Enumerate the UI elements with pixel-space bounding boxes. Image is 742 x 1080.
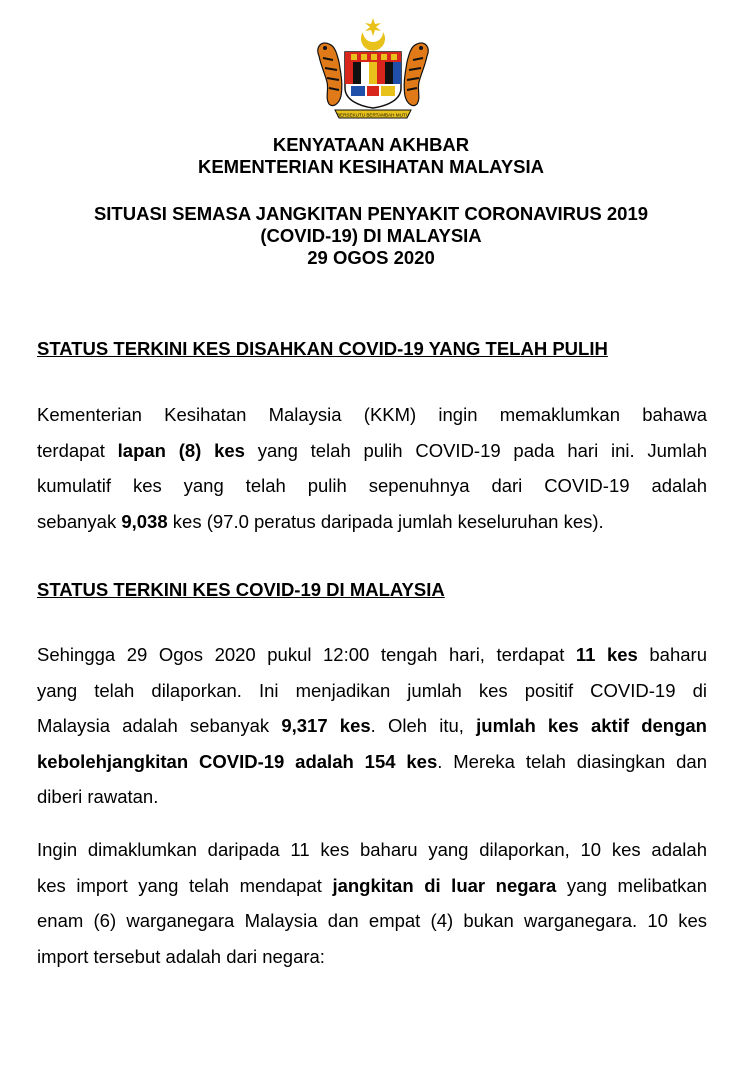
recovered-section-heading: STATUS TERKINI KES DISAHKAN COVID-19 YANG TELAH PULIH [37,338,608,359]
paragraph-line: terdapat lapan (8) kes yang telah pulih COVID-19 pada hari ini. Jumlah [37,439,708,461]
release-title [0,203,742,269]
paragraph-line: kes import yang telah mendapat jangkitan di luar negara yang melibatkan [37,874,707,896]
release-type: KENYATAAN AKHBAR [272,134,470,155]
new-cases-count: 11 kes [575,644,638,665]
paragraph-line: sebanyak 9,038 kes (97.0 peratus daripada jumlah keseluruhan kes). [37,510,604,532]
malaysia-coat-of-arms-logo [311,18,435,126]
paragraph-line: kumulatif kes yang telah pulih sepenuhnya dari COVID-19 adalah [37,475,707,496]
active-cases-statement: kebolehjangkitan COVID-19 adalah 154 kes [37,750,438,772]
recovered-paragraph [37,397,707,539]
status-paragraph-1 [37,637,707,815]
paragraph-line: import tersebut adalah dari negara: [37,945,325,967]
imported-infection-phrase: jangkitan di luar negara [332,874,557,896]
paragraph-line: Malaysia adalah sebanyak 9,317 kes. Oleh itu, jumlah kes aktif dengan [37,715,707,736]
paragraph-line: Kementerian Kesihatan Malaysia (KKM) ingin memaklumkan bahawa [37,404,707,425]
paragraph-line: Ingin dimaklumkan daripada 11 kes baharu yang dilaporkan, 10 kes adalah [37,839,707,860]
ministry-name: KEMENTERIAN KESIHATAN MALAYSIA [197,156,545,177]
status-paragraph-2 [37,832,707,974]
release-header [0,134,742,178]
status-section-heading: STATUS TERKINI KES COVID-19 DI MALAYSIA [37,579,445,600]
recovered-cumulative-count: 9,038 [121,510,168,532]
paragraph-line: enam (6) warganegara Malaysia dan empat (4) bukan warganegara. 10 kes [37,910,707,931]
crest-motto: BERSEKUTU BERTAMBAH MUTU [336,112,410,118]
title-line-1: SITUASI SEMASA JANGKITAN PENYAKIT CORONAVIRUS 2019 [93,203,649,224]
release-date: 29 OGOS 2020 [307,247,435,268]
recovered-today-count: lapan (8) kes [117,439,245,461]
paragraph-line: yang telah dilaporkan. Ini menjadikan jumlah kes positif COVID-19 di [37,679,707,701]
paragraph-line: Sehingga 29 Ogos 2020 pukul 12:00 tengah hari, terdapat 11 kes baharu [37,644,707,665]
paragraph-line: diberi rawatan. [37,786,159,807]
paragraph-line: kebolehjangkitan COVID-19 adalah 154 kes. Mereka telah diasingkan dan [37,750,707,772]
title-line-2: (COVID-19) DI MALAYSIA [260,225,482,246]
total-cases-count: 9,317 kes [281,715,371,736]
